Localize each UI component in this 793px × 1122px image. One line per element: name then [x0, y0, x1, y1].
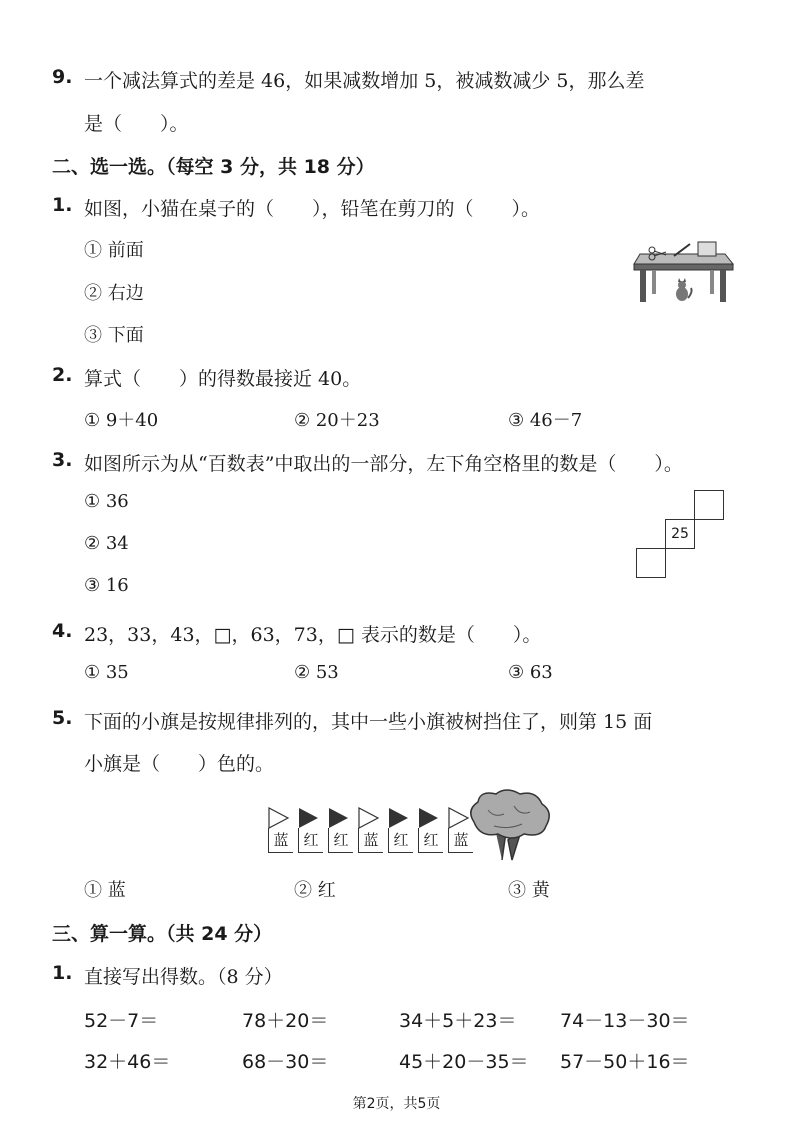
option-1: ① 9＋40 — [84, 410, 159, 431]
question-text: 一个减法算式的差是 46，如果减数增加 5，被减数减少 5，那么差 — [84, 70, 645, 92]
option-3: ③ 16 — [84, 575, 129, 596]
flag-solid-icon — [329, 808, 348, 828]
grid-cell-blank — [636, 548, 666, 578]
question-text: 直接写出得数。（8 分） — [84, 966, 283, 988]
option-2: ② 34 — [84, 533, 129, 554]
page-footer: 第2页，共5页 — [352, 1096, 441, 1112]
flag-solid-icon — [419, 808, 438, 828]
question-text-cont: 是（ ）。 — [84, 113, 189, 135]
option-2: ② 红 — [294, 880, 336, 901]
calc-item: 68－30＝ — [242, 1051, 329, 1073]
flag-label: 红 — [298, 828, 323, 853]
grid-cell-value: 25 — [665, 519, 695, 549]
question-text-cont: 小旗是（ ）色的。 — [84, 753, 275, 775]
flag-label: 蓝 — [448, 828, 473, 853]
flag-hollow-icon — [359, 808, 378, 828]
question-number: 5. — [52, 707, 73, 729]
question-number: 9. — [52, 66, 73, 88]
question-text: 算式（ ）的得数最接近 40。 — [84, 368, 362, 390]
calc-item: 34＋5＋23＝ — [399, 1010, 517, 1032]
option-1: ① 前面 — [84, 240, 144, 261]
question-number: 2. — [52, 364, 73, 386]
question-number: 1. — [52, 194, 73, 216]
option-1: ① 蓝 — [84, 880, 126, 901]
calc-item: 45＋20－35＝ — [399, 1051, 529, 1073]
flag-label: 蓝 — [268, 828, 293, 853]
option-1: ① 35 — [84, 662, 129, 683]
grid-cell — [694, 490, 724, 520]
flag-label: 红 — [328, 828, 353, 853]
calc-item: 32＋46＝ — [84, 1051, 171, 1073]
question-text: 下面的小旗是按规律排列的，其中一些小旗被树挡住了，则第 15 面 — [84, 711, 653, 733]
question-number: 1. — [52, 962, 73, 984]
hundred-chart-grid — [636, 490, 726, 580]
tree-icon — [464, 788, 554, 862]
section-title: 二、选一选。（每空 3 分，共 18 分） — [52, 156, 375, 178]
option-2: ② 20＋23 — [294, 410, 380, 431]
flag-label: 蓝 — [358, 828, 383, 853]
option-3: ③ 46－7 — [508, 410, 583, 431]
option-3: ③ 黄 — [508, 880, 550, 901]
box-icon — [698, 242, 716, 256]
cat-icon — [676, 278, 692, 301]
option-2: ② 右边 — [84, 283, 144, 304]
flag-pennants — [268, 800, 483, 830]
question-text: 如图，小猫在桌子的（ ），铅笔在剪刀的（ ）。 — [84, 198, 541, 220]
option-2: ② 53 — [294, 662, 339, 683]
flag-label: 红 — [418, 828, 443, 853]
option-1: ① 36 — [84, 491, 129, 512]
question-number: 4. — [52, 620, 73, 642]
table-cat-illustration — [630, 236, 735, 308]
flag-solid-icon — [299, 808, 318, 828]
flag-solid-icon — [389, 808, 408, 828]
flag-hollow-icon — [269, 808, 288, 828]
flag-label: 红 — [388, 828, 413, 853]
option-3: ③ 下面 — [84, 325, 144, 346]
calc-item: 74－13－30＝ — [560, 1010, 690, 1032]
calc-item: 78＋20＝ — [242, 1010, 329, 1032]
question-text: 如图所示为从“百数表”中取出的一部分，左下角空格里的数是（ ）。 — [84, 453, 683, 475]
calc-item: 52－7＝ — [84, 1010, 159, 1032]
question-number: 3. — [52, 449, 73, 471]
flags-illustration — [268, 800, 558, 862]
section-title: 三、算一算。（共 24 分） — [52, 923, 273, 945]
question-text: 23，33，43，□，63，73，□ 表示的数是（ ）。 — [84, 624, 542, 646]
calc-item: 57－50＋16＝ — [560, 1051, 690, 1073]
option-3: ③ 63 — [508, 662, 553, 683]
